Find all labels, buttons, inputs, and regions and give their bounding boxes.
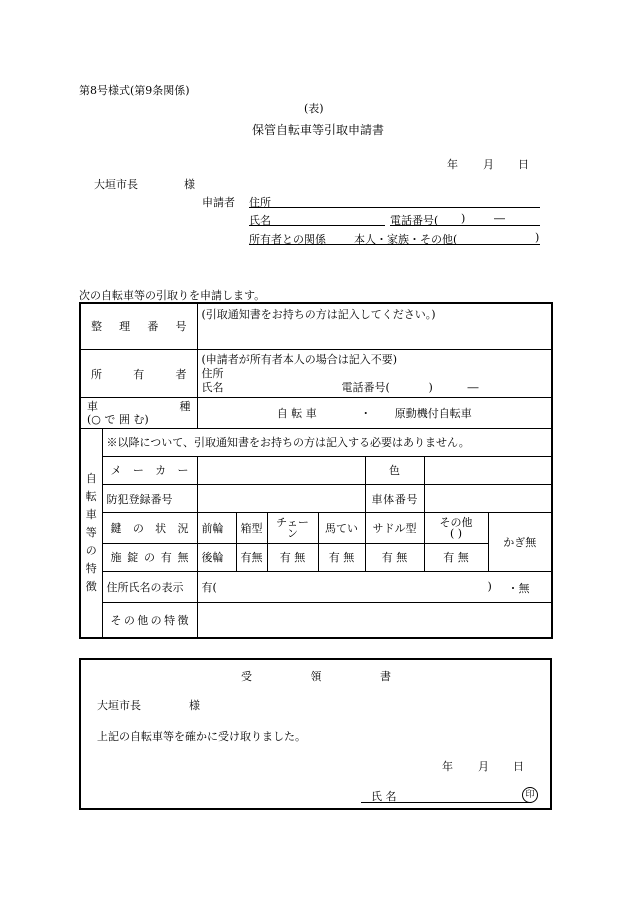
box-type[interactable]: 箱型 [236, 513, 267, 543]
features-vertical-label: 自 転 車 等 の 特 徴 [80, 428, 102, 638]
chain-type[interactable]: チェー ン [267, 513, 318, 543]
seal-mark: 印 [522, 787, 538, 803]
display-yes: 有( [201, 580, 217, 594]
owner-address: 住所 [201, 366, 224, 380]
relation-label: 所有者との関係 [249, 233, 326, 246]
receipt-date-month: 月 [478, 760, 489, 773]
applicant-phone-label: 電話番号( [390, 214, 439, 227]
horseshoe-yes-no[interactable]: 有 無 [318, 543, 365, 571]
addressee: 大垣市長 [94, 178, 138, 191]
receipt-name-field[interactable] [361, 802, 531, 803]
date-year: 年 [447, 158, 458, 171]
body-number-field[interactable] [424, 485, 552, 513]
other-type[interactable]: その他 ( ) [424, 513, 488, 543]
receipt-date-day: 日 [513, 760, 524, 773]
applicant-phone-field[interactable] [390, 225, 540, 226]
applicant-phone-mid: ) [461, 212, 466, 225]
vehicle-opt-bicycle[interactable]: 自 転 車 [276, 406, 317, 420]
maker-label-cell: メ ー カ ー [102, 456, 197, 484]
applicant-name-label: 氏名 [249, 214, 271, 227]
vehicle-type-options[interactable] [197, 398, 552, 428]
page-title: 保管自転車等引取申請書 [252, 123, 385, 137]
display-close: ) [487, 579, 492, 593]
other-features-field[interactable] [197, 603, 552, 638]
owner-phone: 電話番号( [341, 380, 390, 394]
lock-presence-label-cell: 施 錠 の 有 無 [102, 543, 197, 571]
address-display-label: 住所氏名の表示 [102, 571, 197, 602]
receipt-statement: 上記の自転車等を確かに受け取りました。 [97, 730, 306, 743]
other-yes-no[interactable]: 有 無 [424, 543, 488, 571]
box-yes-no[interactable]: 有無 [236, 543, 267, 571]
vehicle-type-label1: 車 [87, 399, 98, 413]
relation-close: ) [535, 231, 540, 244]
reg-number-note: (引取通知書をお持ちの方は記入してください。) [201, 308, 436, 321]
owner-label-cell [80, 349, 197, 397]
addressee-honorific: 様 [184, 178, 195, 191]
applicant-address-label: 住所 [249, 196, 271, 209]
receipt-honorific: 様 [189, 699, 200, 712]
applicant-phone-dash: ― [494, 212, 505, 225]
features-note: ※以降について、引取通知書をお持ちの方は記入する必要はありません。 [102, 428, 552, 456]
application-table [79, 302, 553, 639]
relation-options: 本人・家族・その他( [354, 233, 458, 246]
owner-dash: ― [467, 380, 479, 394]
receipt-box [79, 658, 552, 810]
anti-theft-label: 防犯登録番号 [102, 485, 197, 513]
receipt-title: 受 領 書 [241, 670, 391, 683]
display-no: ・無 [507, 581, 530, 595]
owner-phone-close: ) [428, 380, 433, 394]
maker-field[interactable] [197, 456, 365, 484]
owner-name: 氏名 [201, 380, 224, 394]
body-number-label-cell: 車 体 番 号 [365, 485, 424, 513]
date-month: 月 [483, 158, 494, 171]
applicant-address-field[interactable] [249, 207, 540, 208]
receipt-addressee: 大垣市長 [97, 699, 141, 712]
owner-field[interactable] [197, 349, 552, 397]
vehicle-opt-moped[interactable]: 原動機付自転車 [394, 406, 472, 420]
vehicle-type-label-cell [80, 398, 197, 428]
anti-theft-field[interactable] [197, 485, 365, 513]
relation-field[interactable] [249, 244, 540, 245]
owner-note: (申請者が所有者本人の場合は記入不要) [201, 352, 398, 366]
rear-wheel[interactable]: 後輪 [197, 543, 236, 571]
form-side: (表) [304, 102, 324, 115]
saddle-yes-no[interactable]: 有 無 [365, 543, 424, 571]
address-display-field[interactable] [197, 571, 552, 602]
front-wheel[interactable]: 前輪 [197, 513, 236, 543]
vehicle-opt-dot: ・ [360, 406, 372, 420]
vehicle-type-sub: (○ で 囲 む) [87, 412, 149, 426]
saddle-type[interactable]: サドル型 [365, 513, 424, 543]
other-features-label-cell: そ の 他 の 特 徴 [102, 603, 197, 638]
form-number: 第8号様式(第9条関係) [79, 84, 190, 97]
receipt-name-label: 氏 名 [371, 790, 397, 803]
reg-number-label: 整 理 番 号 [91, 320, 187, 334]
horseshoe-type[interactable]: 馬てい [318, 513, 365, 543]
owner-label: 所 有 者 [91, 367, 187, 381]
receipt-date-year: 年 [442, 760, 453, 773]
reg-number-label-cell [80, 303, 197, 349]
applicant-label: 申請者 [202, 196, 235, 209]
color-field[interactable] [424, 456, 552, 484]
vehicle-type-label2: 種 [179, 399, 191, 413]
reg-number-field[interactable] [197, 303, 552, 349]
applicant-name-field[interactable] [249, 225, 385, 226]
color-label: 色 [365, 456, 424, 484]
date-day: 日 [518, 158, 529, 171]
intro-text: 次の自転車等の引取りを申請します。 [79, 289, 266, 302]
chain-yes-no[interactable]: 有 無 [267, 543, 318, 571]
lock-status-label-cell: 鍵 の 状 況 [102, 513, 197, 543]
no-key[interactable]: かぎ無 [488, 513, 552, 572]
